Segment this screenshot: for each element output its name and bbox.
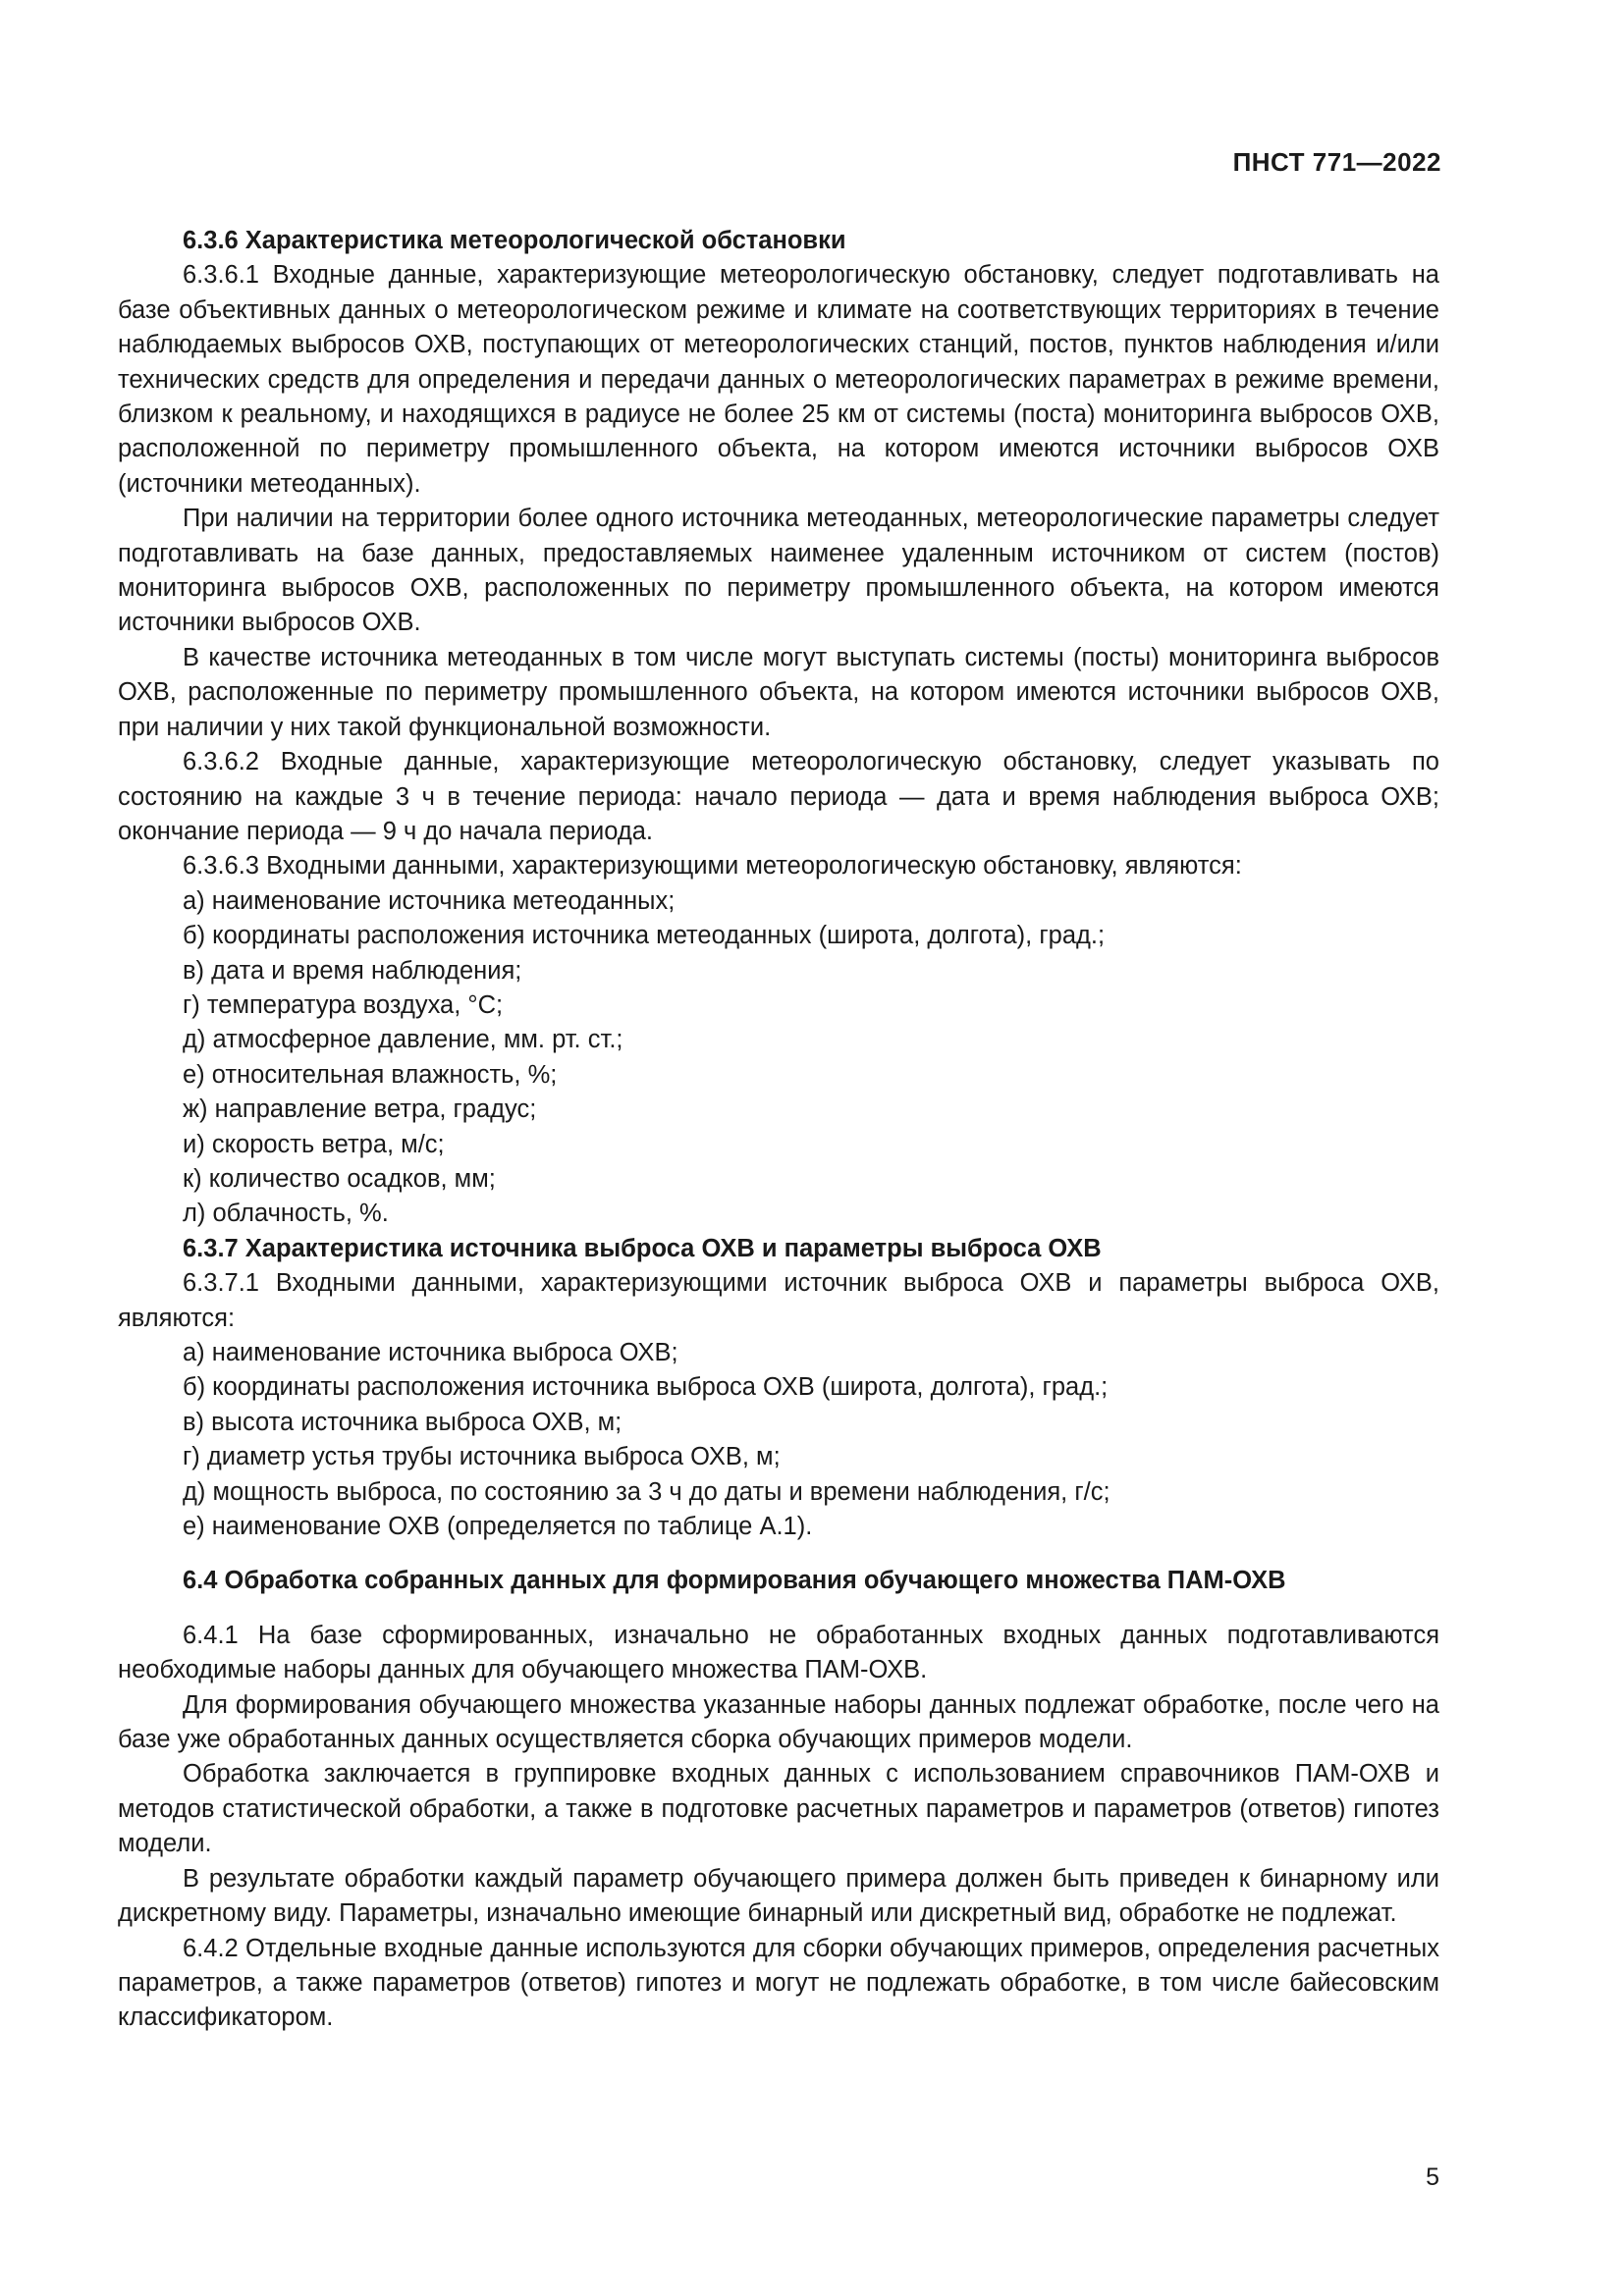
document-body: [118, 224, 1439, 2036]
list-item: л) облачность, %.: [183, 1200, 389, 1228]
paragraph: 6.4.1 На базе сформированных, изначально не обработанных входных данных подготавливаются необходимые наборы данных для обучающего множества ПАМ-ОХВ.: [118, 1621, 1439, 1684]
paragraph: 6.3.7.1 Входными данными, характеризующими источник выброса ОХВ и параметры выброса ОХВ, являются:: [118, 1269, 1439, 1332]
list-item: а) наименование источника метеоданных;: [183, 886, 676, 915]
paragraph: Обработка заключается в группировке входных данных с использованием справочников ПАМ-ОХВ и методов статистической обработки, а также в подготовке расчетных параметров и параметров (ответов) гипотез модели.: [118, 1760, 1439, 1858]
paragraph: 6.4.2 Отдельные входные данные используются для сборки обучающих примеров, определения расчетных параметров, а также параметров (ответов) гипотез и могут не подлежать обработке, в том числе байесовским классификатором.: [118, 1934, 1439, 2032]
list-item: г) температура воздуха, °С;: [183, 990, 504, 1019]
list-item: к) количество осадков, мм;: [183, 1164, 496, 1193]
paragraph: В результате обработки каждый параметр обучающего примера должен быть приведен к бинарному или дискретному виду. Параметры, изначально имеющие бинарный или дискретный вид, обработке не подлежат.: [118, 1864, 1439, 1928]
paragraph: 6.3.6.3 Входными данными, характеризующими метеорологическую обстановку, являются:: [183, 852, 1242, 881]
paragraph: 6.3.6.1 Входные данные, характеризующие метеорологическую обстановку, следует подготавливать на базе объективных данных о метеорологическом режиме и климате на соответствующих территориях в течение наблюдаемых выбросов ОХВ, поступающих от метеорологических станций, постов, пунктов наблюдения и/или технических средств для определения и передачи данных о метеорологических параметрах в режиме времени, близком к реальному, и находящихся в радиусе не более 25 км от системы (поста) мониторинга выбросов ОХВ, расположенной по периметру промышленного объекта, на котором имеются источники выбросов ОХВ (источники метеоданных).: [118, 261, 1439, 498]
list-item: д) атмосферное давление, мм. рт. ст.;: [183, 1026, 623, 1054]
list-item: и) скорость ветра, м/с;: [183, 1130, 445, 1158]
page-number: 5: [1426, 2163, 1439, 2191]
paragraph: В качестве источника метеоданных в том числе могут выступать системы (посты) мониторинга выбросов ОХВ, расположенные по периметру промышленного объекта, на котором имеются источники выбросов ОХВ, при наличии у них такой функциональной возможности.: [118, 643, 1439, 741]
list-item: в) дата и время наблюдения;: [183, 956, 522, 985]
paragraph: При наличии на территории более одного источника метеоданных, метеорологические параметры следует подготавливать на базе данных, предоставляемых наименее удаленным источником от систем (постов) мониторинга выбросов ОХВ, расположенных по периметру промышленного объекта, на котором имеются источники выбросов ОХВ.: [118, 505, 1439, 637]
list-item: б) координаты расположения источника метеоданных (широта, долгота), град.;: [183, 922, 1106, 950]
document-id: ПНСТ 771—2022: [1232, 147, 1441, 177]
list-item: в) высота источника выброса ОХВ, м;: [183, 1408, 623, 1436]
paragraph: Для формирования обучающего множества указанные наборы данных подлежат обработке, после чего на базе уже обработанных данных осуществляется сборка обучающих примеров модели.: [118, 1690, 1439, 1754]
list-item: е) относительная влажность, %;: [183, 1060, 558, 1089]
list-item: б) координаты расположения источника выброса ОХВ (широта, долгота), град.;: [183, 1373, 1109, 1402]
list-item: а) наименование источника выброса ОХВ;: [183, 1339, 678, 1366]
paragraph: 6.3.6.2 Входные данные, характеризующие метеорологическую обстановку, следует указывать по состоянию на каждые 3 ч в течение периода: начало периода — дата и время наблюдения выброса ОХВ; окончание периода — 9 ч до начала периода.: [118, 748, 1439, 845]
list-item: ж) направление ветра, градус;: [183, 1095, 537, 1124]
list-item: д) мощность выброса, по состоянию за 3 ч до даты и времени наблюдения, г/с;: [183, 1477, 1110, 1506]
section-heading: 6.4 Обработка собранных данных для формирования обучающего множества ПАМ-ОХВ: [183, 1567, 1286, 1595]
section-heading: 6.3.7 Характеристика источника выброса ОХВ и параметры выброса ОХВ: [183, 1234, 1102, 1262]
section-heading: 6.3.6 Характеристика метеорологической обстановки: [183, 227, 846, 254]
list-item: г) диаметр устья трубы источника выброса ОХВ, м;: [183, 1443, 781, 1471]
list-item: е) наименование ОХВ (определяется по таблице А.1).: [183, 1513, 813, 1541]
